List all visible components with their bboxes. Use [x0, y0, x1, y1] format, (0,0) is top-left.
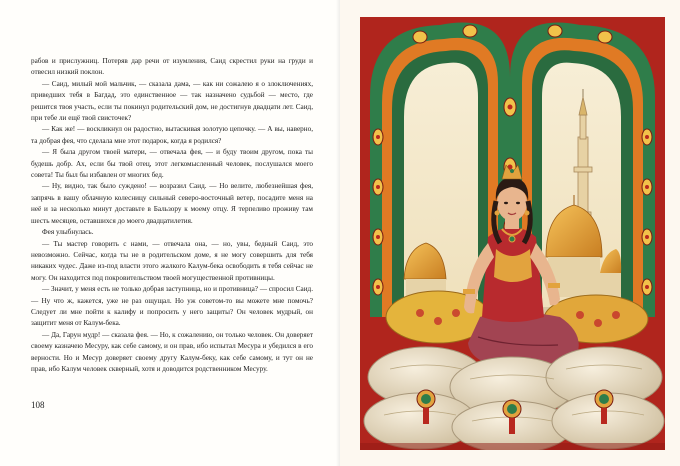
illustration	[360, 17, 665, 450]
cushions-front	[364, 347, 664, 450]
paragraph: рабов и прислужниц. Потеряв дар речи от изумления, Саид скрестил руки на груди и отвесил низкий поклон.	[31, 57, 313, 77]
paragraph: — Как же! — воскликнул он радостно, вытаскивая золотую цепочку. — А вы, наверно, та добрая фея, что сделала мне этот подарок, когда я родился?	[31, 125, 313, 145]
paragraph: — Саид, милый мой мальчик, — сказала дама, — как ни сожалею я о злоключениях, приведших тебя в Багдад, это единственное — так назначено судьбой — место, где решится твоя участь, если ты покинул родительский дом, не достигнув двадцати лет. Саид, при тебе ли ещё твой свисточек?	[31, 79, 313, 123]
paragraph: Фея улыбнулась.	[42, 228, 94, 237]
page-number: 108	[31, 400, 45, 410]
paragraph: — Ты мастер говорить с нами, — отвечала она, — но, увы, бедный Саид, это невозможно. Сейчас, когда ты не в родительском доме, я не могу совершить для тебя никаких чудес. Даже из-под власти этого жалкого Калум-бека освободить я тебя сейчас не могу. Он находится под покровительством твоей могущественной противницы.	[31, 239, 313, 282]
text-block	[31, 56, 313, 375]
paragraph: — Я была другом твоей матери, — отвечала фея, — и буду твоим другом, пока ты будешь добр. Ах, если бы твой отец, этот легкомысленный человек, послушался моего совета! Ты был бы избавлен от многих бед.	[31, 148, 313, 180]
paragraph: — Значит, у меня есть не только добрая заступница, но и противница? — спросил Саид. — Ну что ж, кажется, уже не раз ощущал. Но уж советом-то вы можете мне помочь? Следует ли мне пойти к калифу и попросить у него защиты? Он человек мудрый, он защитит меня от Калум-бека.	[31, 285, 313, 328]
paragraph: — Да, Гарун мудр! — сказала фея. — Но, к сожалению, он только человек. Он доверяет своему казначею Месуру, как себе самому, и он прав, ибо испытал Месура и убедился в его верности. Но и Месур доверяет своему другу Калум-беку, как себе самому, и тут он не прав, ибо Калум человек скверный, хотя и доводится родственником Месуру.	[31, 330, 313, 373]
paragraph: — Ну, видно, так было суждено! — возразил Саид. — Но велите, любезнейшая фея, запрячь в вашу облачную колесницу сильный северо-восточный ветер, посадите меня на неё и за несколько минут доставьте в Бальзору к моему отцу. Я терпеливо проживу там шесть месяцев, оставшихся до моего двадцатилетия.	[31, 182, 313, 225]
